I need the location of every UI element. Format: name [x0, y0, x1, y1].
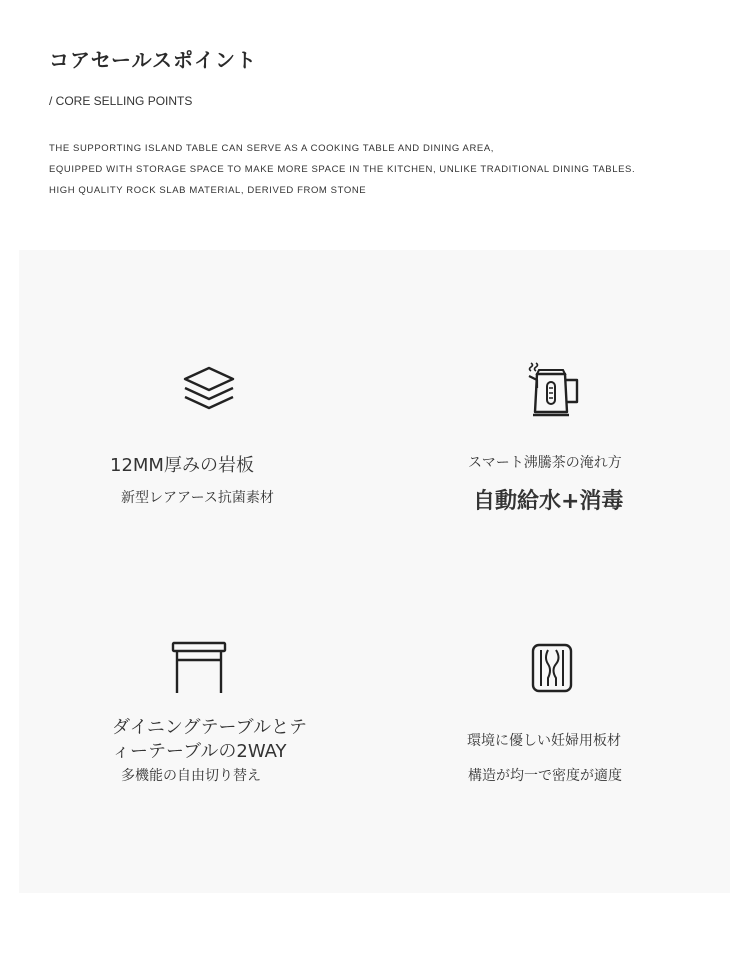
feature-title: [112, 716, 352, 764]
feature-title-line: ダイニングテーブルとテ: [112, 717, 307, 738]
description-line: EQUIPPED WITH STORAGE SPACE TO MAKE MORE SPACE IN THE KITCHEN, UNLIKE TRADITIONAL DINING TABLES.: [49, 164, 636, 175]
layers-icon: [182, 366, 236, 414]
feature-title: 環境に優しい妊婦用板材: [467, 733, 621, 749]
feature-title-line: ィーテーブルの2WAY: [112, 741, 287, 762]
header-subtitle: / CORE SELLING POINTS: [49, 94, 193, 108]
wood-board-icon: [530, 642, 574, 694]
description-line: HIGH QUALITY ROCK SLAB MATERIAL, DERIVED FROM STONE: [49, 185, 367, 196]
feature-subtitle: 自動給水+消毒: [473, 489, 624, 514]
feature-subtitle: 多機能の自由切り替え: [121, 768, 261, 784]
feature-title: スマート沸騰茶の淹れ方: [468, 455, 622, 471]
description-line: THE SUPPORTING ISLAND TABLE CAN SERVE AS A COOKING TABLE AND DINING AREA,: [49, 143, 495, 154]
feature-title: 12MM厚みの岩板: [110, 455, 254, 476]
features-panel: [19, 250, 730, 893]
feature-subtitle: 新型レアアース抗菌素材: [121, 490, 274, 506]
table-icon: [170, 640, 228, 696]
feature-subtitle: 構造が均一で密度が適度: [468, 768, 622, 784]
kettle-icon: [525, 360, 583, 420]
description: [49, 138, 635, 201]
header-title: コアセールスポイント: [49, 48, 257, 72]
